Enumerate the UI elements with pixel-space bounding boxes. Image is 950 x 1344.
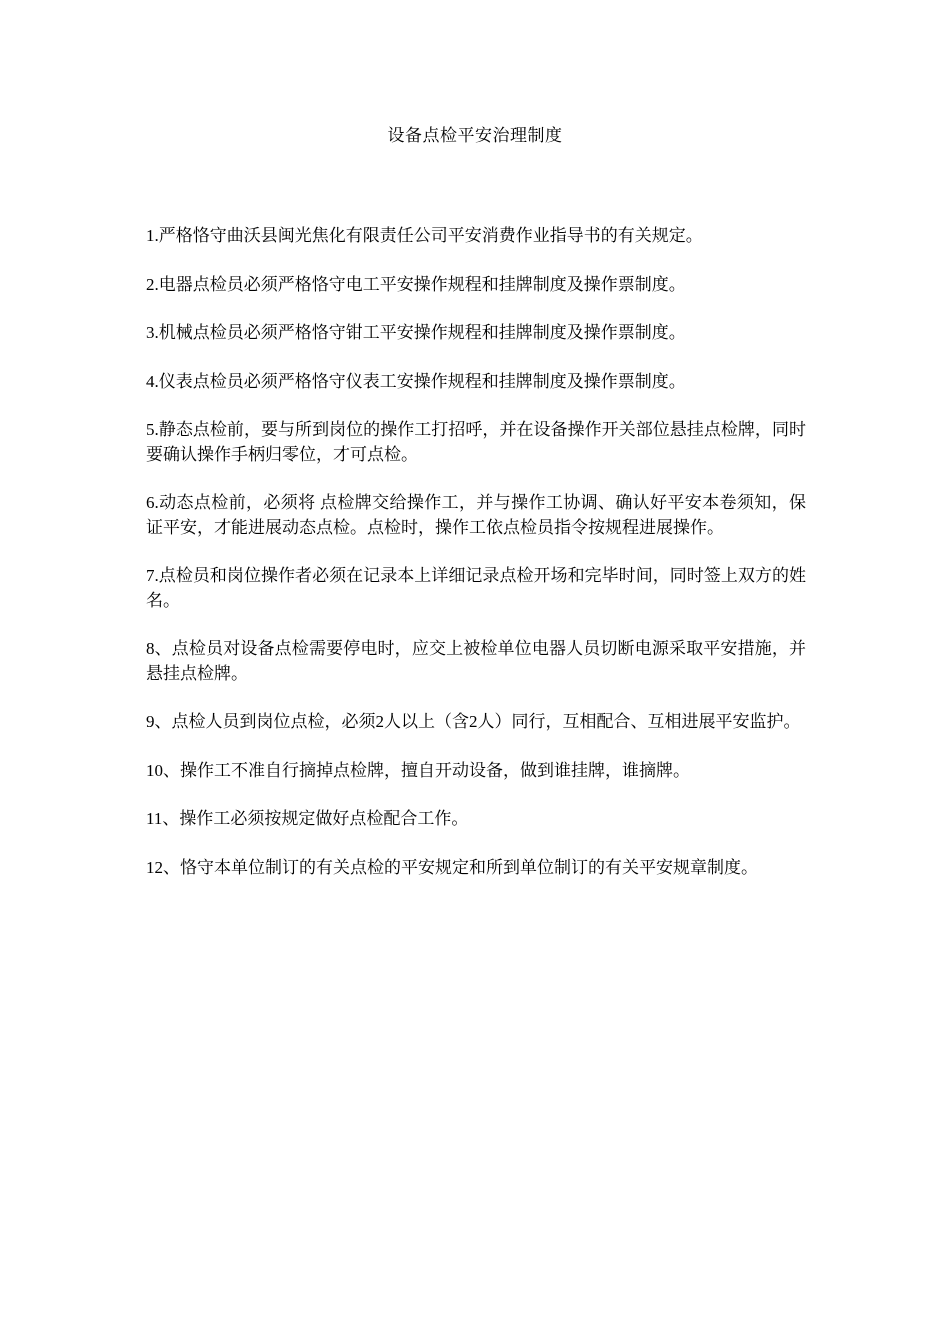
clause-3: 3.机械点检员必须严格恪守钳工平安操作规程和挂牌制度及操作票制度。 — [146, 323, 686, 342]
clause-5: 5.静态点检前，要与所到岗位的操作工打招呼，并在设备操作开关部位悬挂点检牌，同时要确认操作手柄归零位，才可点检。 — [146, 420, 806, 464]
clause-2: 2.电器点检员必须严格恪守电工平安操作规程和挂牌制度及操作票制度。 — [146, 274, 686, 294]
clause-10: 10、操作工不准自行摘掉点检牌，擅自开动设备，做到谁挂牌，谁摘牌。 — [146, 760, 690, 780]
clause-11: 11、操作工必须按规定做好点检配合工作。 — [146, 809, 469, 828]
clause-9: 9、点检人员到岗位点检，必须2人以上（含2人）同行，互相配合、互相进展平安监护。 — [146, 712, 801, 731]
clause-8: 8、点检员对设备点检需要停电时，应交上被检单位电器人员切断电源采取平安措施，并悬挂点检牌。 — [146, 639, 806, 683]
document-title: 设备点检平安治理制度 — [387, 126, 563, 145]
clause-7: 7.点检员和岗位操作者必须在记录本上详细记录点检开场和完毕时间，同时签上双方的姓名。 — [146, 566, 806, 610]
clause-1: 1.严格恪守曲沃县闽光焦化有限责任公司平安消费作业指导书的有关规定。 — [146, 226, 703, 245]
clause-list — [146, 224, 806, 904]
clause-12: 12、恪守本单位制订的有关点检的平安规定和所到单位制订的有关平安规章制度。 — [146, 857, 758, 877]
clause-6: 6.动态点检前，必须将 点检牌交给操作工，并与操作工协调、确认好平安本卷须知，保证平安，才能进展动态点检。点检时，操作工依点检员指令按规程进展操作。 — [146, 493, 806, 537]
clause-4: 4.仪表点检员必须严格恪守仪表工安操作规程和挂牌制度及操作票制度。 — [146, 371, 686, 391]
